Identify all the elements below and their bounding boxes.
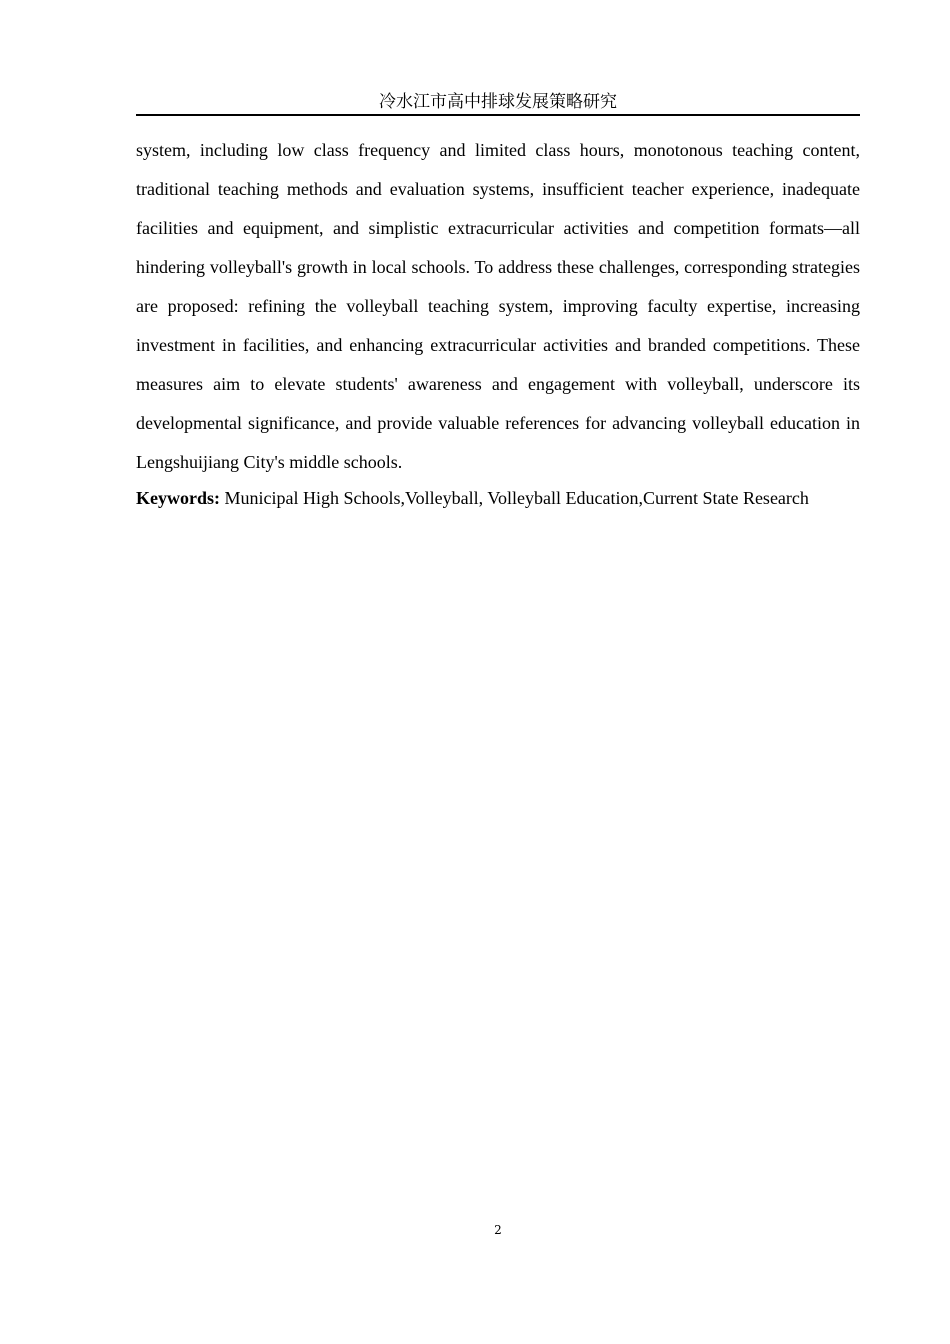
page-number: 2 (494, 1223, 502, 1237)
running-header-title: 冷水江市高中排球发展策略研究 (379, 92, 617, 112)
keywords-label: Keywords: (136, 488, 220, 508)
keywords-line (136, 483, 876, 513)
keywords-text: Municipal High Schools,Volleyball, Volleyball Education,Current State Research (220, 488, 809, 508)
abstract-paragraph: system, including low class frequency and limited class hours, monotonous teaching content, traditional teaching methods and evaluation systems, insufficient teacher experience, inadequate facilities and equipment, and simplistic extracurricular activities and competition formats—all hindering volleyball's growth in local schools. To address these challenges, corresponding strategies are proposed: refining the volleyball teaching system, improving faculty expertise, increasing investment in facilities, and enhancing extracurricular activities and branded competitions. These measures aim to elevate students' awareness and engagement with volleyball, underscore its developmental significance, and provide valuable references for advancing volleyball education in Lengshuijiang City's middle schools. (136, 140, 860, 472)
header-rule (136, 114, 860, 116)
